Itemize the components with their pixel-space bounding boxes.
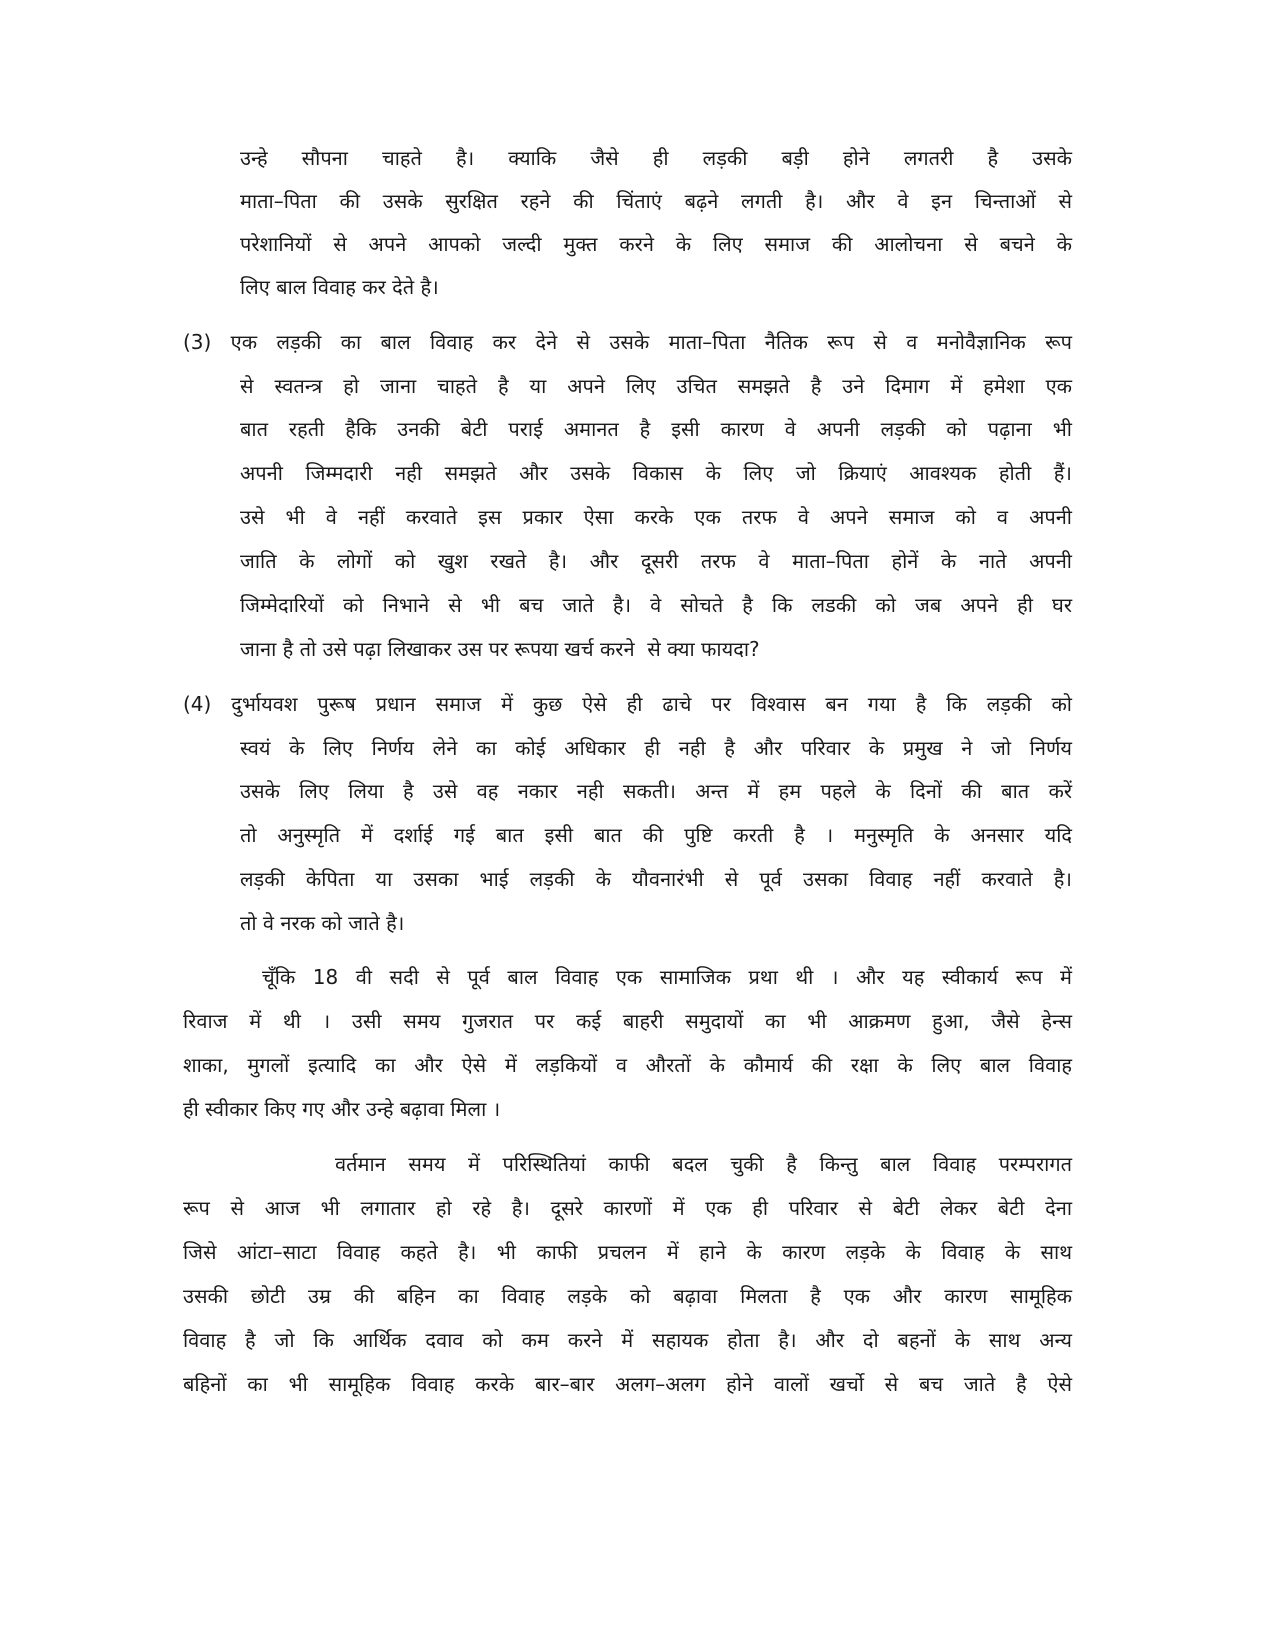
paragraph-line: रूप से आज भी लगातार हो रहे है। दूसरे कारणों में एक ही परिवार से बेटी लेकर बेटी देना [183, 1196, 1072, 1220]
text-line: उसे भी वे नहीं करवाते इस प्रकार ऐसा करके एक तरफ वे अपने समाज को व अपनी [240, 505, 1072, 529]
text-line: जाति के लोगों को खुश रखते है। और दूसरी तरफ वे माता–पिता होनें के नाते अपनी [240, 549, 1072, 573]
text-line: बात रहती हैकि उनकी बेटी पराई अमानत है इसी कारण वे अपनी लड़की को पढ़ाना भी [240, 417, 1072, 441]
paragraph-line: चूँकि 18 वी सदी से पूर्व बाल विवाह एक सामाजिक प्रथा थी । और यह स्वीकार्य रूप में [262, 965, 1072, 989]
point-3-line: (3) एक लड़की का बाल विवाह कर देने से उसके माता–पिता नैतिक रूप से व मनोवैज्ञानिक रूप [183, 330, 1072, 354]
text-line: तो वे नरक को जाते है। [240, 911, 405, 935]
paragraph-line: ही स्वीकार किए गए और उन्हे बढ़ावा मिला । [183, 1097, 501, 1121]
text-line: जिम्मेदारियों को निभाने से भी बच जाते है। वे सोचते है कि लडकी को जब अपने ही घर [240, 593, 1072, 617]
text-line: लिए बाल विवाह कर देते है। [240, 275, 439, 299]
text-line: स्वयं के लिए निर्णय लेने का कोई अधिकार ही नही है और परिवार के प्रमुख ने जो निर्णय [240, 736, 1072, 760]
text-line: तो अनुस्मृति में दर्शाई गई बात इसी बात की पुष्टि करती है । मनुस्मृति के अनसार यदि [240, 823, 1072, 847]
paragraph-line: वर्तमान समय में परिस्थितियां काफी बदल चुकी है किन्तु बाल विवाह परम्परागत [335, 1152, 1072, 1176]
paragraph-line: जिसे आंटा–साटा विवाह कहते है। भी काफी प्रचलन में हाने के कारण लड़के के विवाह के साथ [183, 1240, 1072, 1264]
paragraph-line: उसकी छोटी उम्र की बहिन का विवाह लड़के को बढ़ावा मिलता है एक और कारण सामूहिक [183, 1284, 1072, 1308]
paragraph-line: रिवाज में थी । उसी समय गुजरात पर कई बाहरी समुदायों का भी आक्रमण हुआ, जैसे हेन्स [183, 1009, 1072, 1033]
text-line: माता–पिता की उसके सुरक्षित रहने की चिंताएं बढ़ने लगती है। और वे इन चिन्ताओं से [240, 189, 1072, 213]
text-line: उन्हे सौपना चाहते है। क्याकि जैसे ही लड़की बड़ी होने लगतरी है उसके [240, 146, 1072, 170]
paragraph-line: बहिनों का भी सामूहिक विवाह करके बार–बार अलग–अलग होने वालों खर्चो से बच जाते है ऐसे [183, 1372, 1072, 1396]
paragraph-line: शाका, मुगलों इत्यादि का और ऐसे में लड़कियों व औरतों के कौमार्य की रक्षा के लिए बाल विवाह [183, 1053, 1072, 1077]
text-line: जाना है तो उसे पढ़ा लिखाकर उस पर रूपया खर्च करने से क्या फायदा? [240, 637, 760, 661]
text-line: परेशानियों से अपने आपको जल्दी मुक्त करने के लिए समाज की आलोचना से बचने के [240, 232, 1072, 256]
text-line: उसके लिए लिया है उसे वह नकार नही सकती। अन्त में हम पहले के दिनों की बात करें [240, 779, 1072, 803]
text-line: अपनी जिम्मदारी नही समझते और उसके विकास के लिए जो क्रियाएं आवश्यक होती हैं। [240, 461, 1072, 485]
paragraph-line: विवाह है जो कि आर्थिक दवाव को कम करने में सहायक होता है। और दो बहनों के साथ अन्य [183, 1328, 1072, 1352]
text-line: लड़की केपिता या उसका भाई लड़की के यौवनारंभी से पूर्व उसका विवाह नहीं करवाते है। [240, 867, 1072, 891]
text-line: से स्वतन्त्र हो जाना चाहते है या अपने लिए उचित समझते है उने दिमाग में हमेशा एक [240, 374, 1072, 398]
point-4-line: (4) दुर्भायवश पुरूष प्रधान समाज में कुछ ऐसे ही ढाचे पर विश्वास बन गया है कि लड़की को [183, 692, 1072, 716]
